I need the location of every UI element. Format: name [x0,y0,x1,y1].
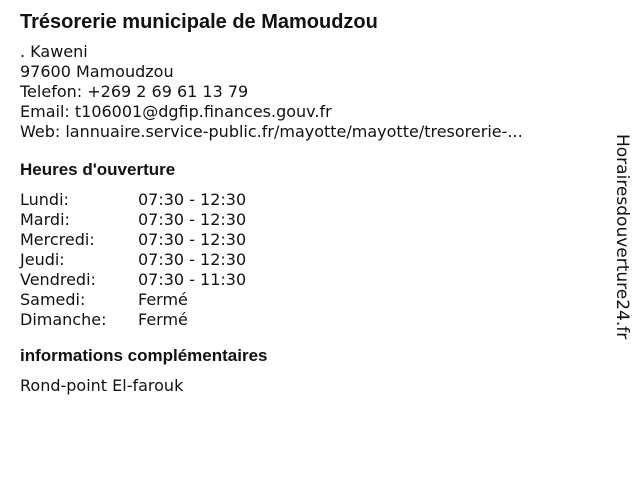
hours-row-mercredi [20,230,600,250]
hours-day: Samedi: [20,290,86,309]
hours-row-mardi [20,210,600,230]
hours-time: 07:30 - 11:30 [138,270,247,289]
hours-day: Jeudi: [20,250,65,269]
hours-row-dimanche [20,310,600,330]
opening-hours-table [20,190,600,330]
site-watermark: Horairesdouverture24.fr [612,134,632,340]
hours-time: Fermé [138,290,188,309]
hours-row-vendredi [20,270,600,290]
hours-time: 07:30 - 12:30 [138,250,247,269]
hours-day: Dimanche: [20,310,107,329]
address-street: . Kaweni [20,42,88,61]
opening-hours-heading: Heures d'ouverture [20,160,176,179]
hours-day: Lundi: [20,190,69,209]
business-card [20,10,600,396]
hours-time: 07:30 - 12:30 [138,190,247,209]
email-line: Email: t106001@dgfip.finances.gouv.fr [20,102,332,121]
business-title: Trésorerie municipale de Mamoudzou [20,11,378,33]
hours-day: Mardi: [20,210,70,229]
hours-time: Fermé [138,310,188,329]
hours-row-lundi [20,190,600,210]
hours-row-samedi [20,290,600,310]
address-city: 97600 Mamoudzou [20,62,174,81]
hours-time: 07:30 - 12:30 [138,210,247,229]
hours-day: Mercredi: [20,230,95,249]
additional-info-text: Rond-point El-farouk [20,376,184,395]
hours-row-jeudi [20,250,600,270]
hours-day: Vendredi: [20,270,96,289]
phone-line: Telefon: +269 2 69 61 13 79 [20,82,249,101]
web-line: Web: lannuaire.service-public.fr/mayotte/mayotte/tresorerie-... [20,122,523,141]
address-block [20,42,600,142]
additional-info-heading: informations complémentaires [20,346,268,365]
hours-time: 07:30 - 12:30 [138,230,247,249]
